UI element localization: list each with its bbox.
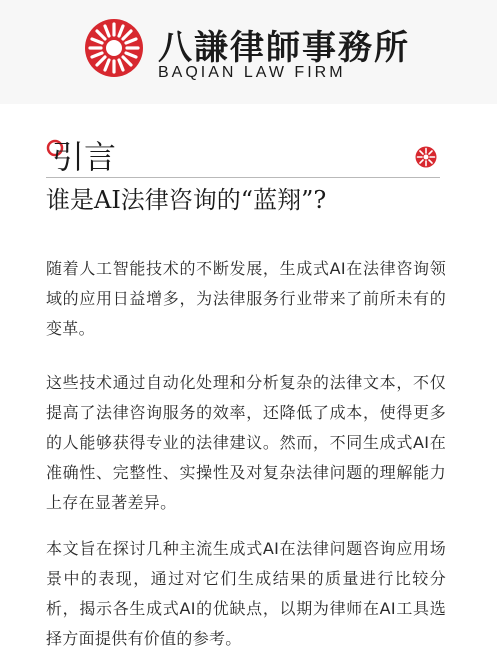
section-heading	[46, 134, 440, 178]
intro-paragraph-1: 随着人工智能技术的不断发展，生成式AI在法律咨询领域的应用日益增多，为法律服务行业带来了前所未有的变革。	[46, 259, 446, 338]
intro-paragraph-3: 本文旨在探讨几种主流生成式AI在法律问题咨询应用场景中的表现，通过对它们生成结果的质量进行比较分析，揭示各生成式AI的优缺点，以期为律师在AI工具选择方面提供有价值的参考。	[46, 539, 446, 648]
section-title: 引言	[52, 138, 117, 176]
firm-header	[0, 0, 497, 104]
heading-divider	[46, 177, 440, 178]
sunburst-logo-icon	[84, 18, 144, 78]
firm-name-en: BAQIAN LAW FIRM	[158, 64, 346, 81]
article-subtitle: 谁是AI法律咨询的“蓝翔”?	[46, 186, 327, 214]
intro-paragraph-2: 这些技术通过自动化处理和分析复杂的法律文本，不仅提高了法律咨询服务的效率，还降低了成本，使得更多的人能够获得专业的法律建议。然而，不同生成式AI在准确性、完整性、实操性及对复杂法律问题的理解能力上存在显著差异。	[46, 373, 446, 512]
sunburst-small-icon	[415, 146, 437, 168]
firm-name-cn: 八謙律師事務所	[158, 28, 410, 68]
